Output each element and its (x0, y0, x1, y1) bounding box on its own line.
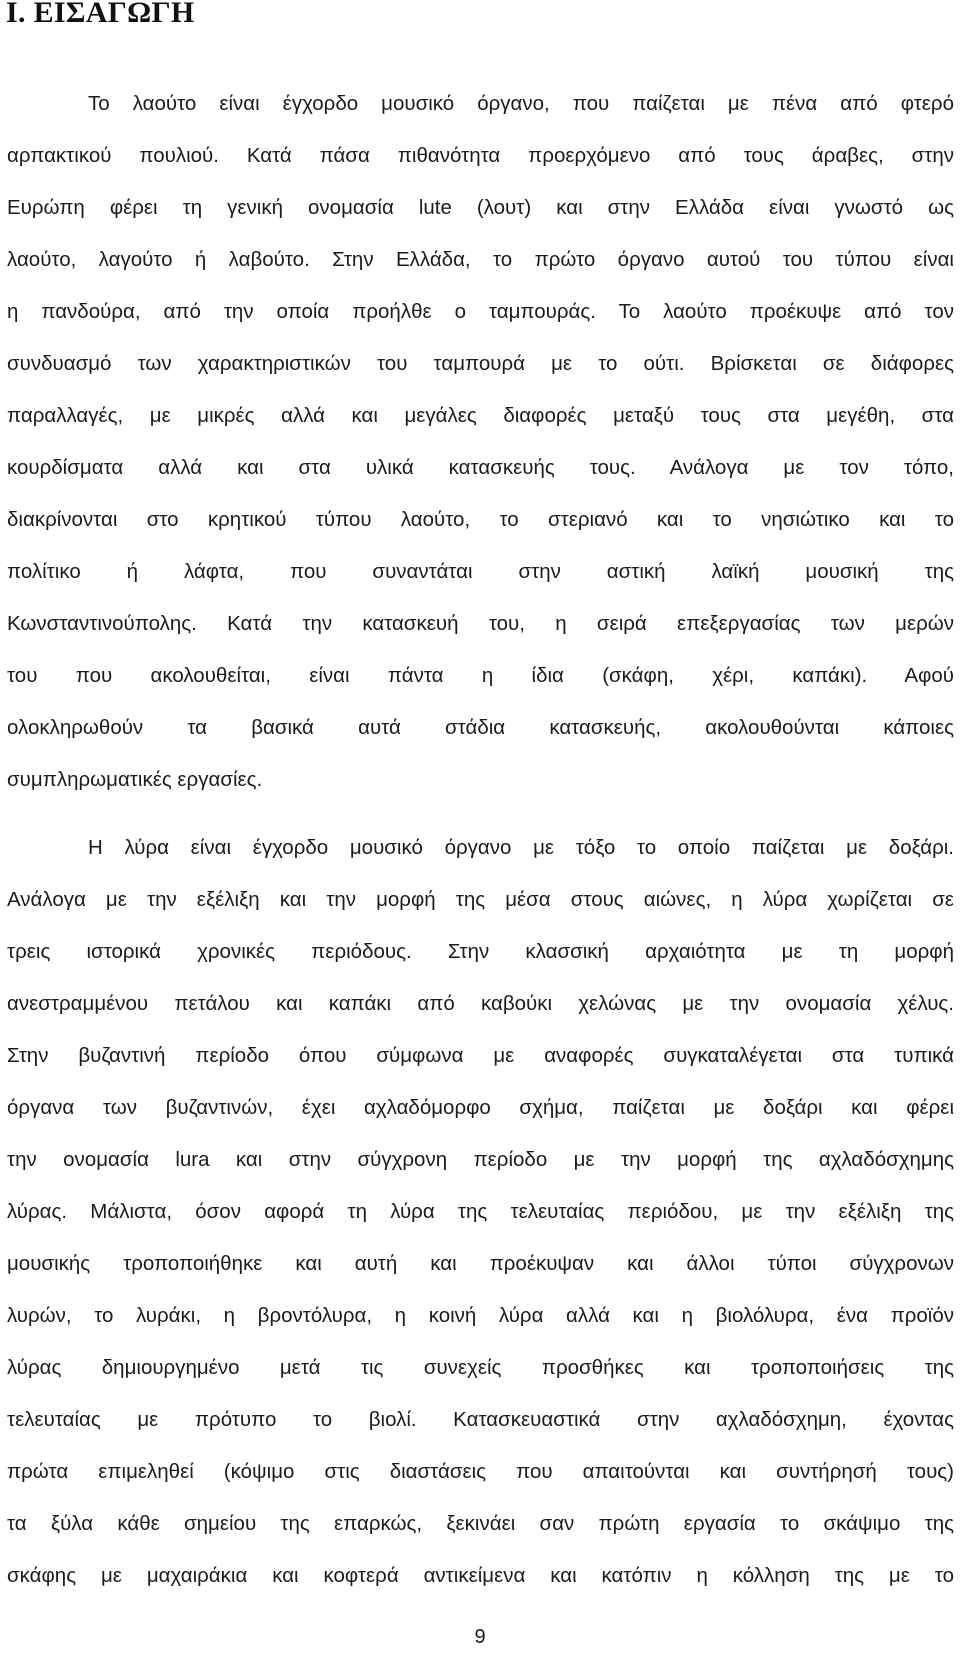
text-line: συνδυασμό των χαρακτηριστικών του ταμπουρά με το ούτι. Βρίσκεται σε διάφορες (7, 352, 954, 375)
page-number: 9 (474, 1626, 486, 1648)
section-heading: I. ΕΙΣΑΓΩΓΗ (6, 0, 195, 29)
text-line: Κωνσταντινούπολης. Κατά την κατασκευή του, η σειρά επεξεργασίας των μερών (7, 612, 954, 635)
text-line: ανεστραμμένου πετάλου και καπάκι από καβούκι χελώνας με την ονομασία χέλυς. (7, 992, 954, 1015)
text-line: αρπακτικού πουλιού. Κατά πάσα πιθανότητα προερχόμενο από τους άραβες, στην (7, 144, 954, 167)
text-line: κουρδίσματα αλλά και στα υλικά κατασκευής τους. Ανάλογα με τον τόπο, (7, 456, 954, 479)
text-line: τα ξύλα κάθε σημείου της επαρκώς, ξεκινάει σαν πρώτη εργασία το σκάψιμο της (7, 1512, 954, 1535)
text-line: λυρών, το λυράκι, η βροντόλυρα, η κοινή λύρα αλλά και η βιολόλυρα, ένα προϊόν (7, 1304, 954, 1327)
text-line: ολοκληρωθούν τα βασικά αυτά στάδια κατασκευής, ακολουθούνται κάποιες (7, 716, 954, 739)
text-line: Στην βυζαντινή περίοδο όπου σύμφωνα με αναφορές συγκαταλέγεται στα τυπικά (7, 1044, 954, 1067)
text-line: Ανάλογα με την εξέλιξη και την μορφή της μέσα στους αιώνες, η λύρα χωρίζεται σε (7, 888, 954, 911)
text-line: την ονομασία lura και στην σύγχρονη περίοδο με την μορφή της αχλαδόσχημης (7, 1148, 954, 1171)
text-line: τελευταίας με πρότυπο το βιολί. Κατασκευαστικά στην αχλαδόσχημη, έχοντας (7, 1408, 954, 1431)
text-line: διακρίνονται στο κρητικού τύπου λαούτο, το στεριανό και το νησιώτικο και το (7, 508, 954, 531)
text-line: τρεις ιστορικά χρονικές περιόδους. Στην κλασσική αρχαιότητα με τη μορφή (7, 940, 954, 963)
text-line: η πανδούρα, από την οποία προήλθε ο ταμπουράς. Το λαούτο προέκυψε από τον (7, 300, 954, 323)
text-line: Ευρώπη φέρει τη γενική ονομασία lute (λουτ) και στην Ελλάδα είναι γνωστό ως (7, 196, 954, 219)
text-line: πολίτικο ή λάφτα, που συναντάται στην αστική λαϊκή μουσική της (7, 560, 954, 583)
text-line: Η λύρα είναι έγχορδο μουσικό όργανο με τόξο το οποίο παίζεται με δοξάρι. (88, 836, 954, 859)
text-line: όργανα των βυζαντινών, έχει αχλαδόμορφο σχήμα, παίζεται με δοξάρι και φέρει (7, 1096, 954, 1119)
text-line: παραλλαγές, με μικρές αλλά και μεγάλες διαφορές μεταξύ τους στα μεγέθη, στα (7, 404, 954, 427)
text-line: πρώτα επιμεληθεί (κόψιμο στις διαστάσεις που απαιτούνται και συντήρησή τους) (7, 1460, 954, 1483)
text-line: σκάφης με μαχαιράκια και κοφτερά αντικείμενα και κατόπιν η κόλληση της με το (7, 1564, 954, 1587)
text-line: Το λαούτο είναι έγχορδο μουσικό όργανο, που παίζεται με πένα από φτερό (88, 92, 954, 115)
text-line: λύρας δημιουργημένο μετά τις συνεχείς προσθήκες και τροποποιήσεις της (7, 1356, 954, 1379)
text-line: του που ακολουθείται, είναι πάντα η ίδια (σκάφη, χέρι, καπάκι). Αφού (7, 664, 954, 687)
text-line: λύρας. Μάλιστα, όσον αφορά τη λύρα της τελευταίας περιόδου, με την εξέλιξη της (7, 1200, 954, 1223)
text-line: συμπληρωματικές εργασίες. (7, 768, 263, 791)
text-line: λαούτο, λαγούτο ή λαβούτο. Στην Ελλάδα, το πρώτο όργανο αυτού του τύπου είναι (7, 248, 954, 271)
text-line: μουσικής τροποποιήθηκε και αυτή και προέκυψαν και άλλοι τύποι σύγχρονων (7, 1252, 954, 1275)
